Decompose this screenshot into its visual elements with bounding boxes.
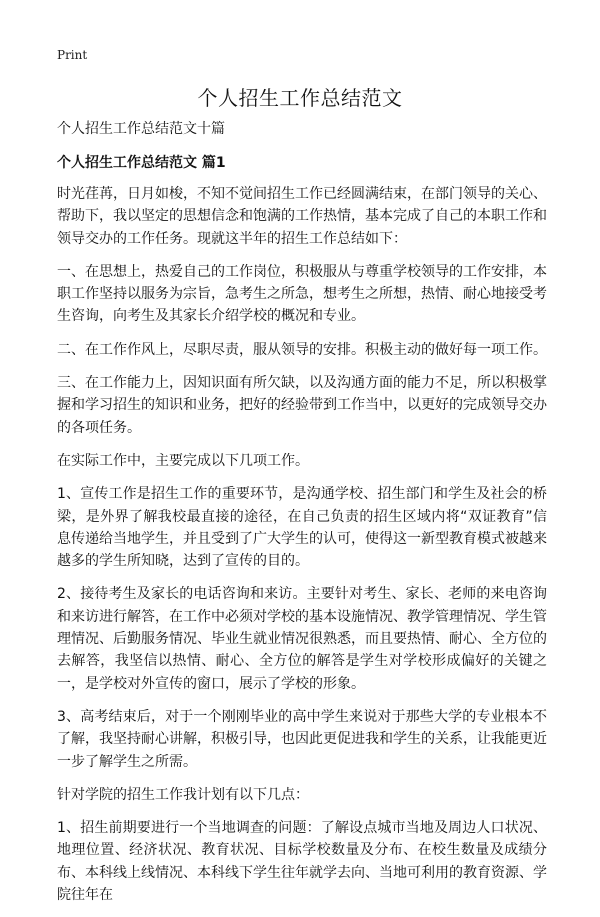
paragraph-plan-survey: 1、招生前期要进行一个当地调查的问题：了解设点城市当地及周边人口状况、地理位置、经济状况、教育状况、目标学校数量及分布、在校生数量及成绩分布、本科线上线情况、本科线下学生往年就学去向、当地可利用的教育资源、学院往年在	[57, 820, 547, 904]
document-body	[57, 118, 547, 917]
paragraph-thought: 一、在思想上，热爱自己的工作岗位，积极服从与尊重学校领导的工作安排，本职工作坚持以服务为宗旨，急考生之所急，想考生之所想，热情、耐心地接受考生咨询，向考生及其家长介绍学校的概况和专业。	[57, 263, 547, 325]
paragraph-after-exam: 3、高考结束后，对于一个刚刚毕业的高中学生来说对于那些大学的专业根本不了解，我坚持耐心讲解，积极引导，也因此更促进我和学生的关系，让我能更近一步了解学生之所需。	[57, 708, 547, 770]
paragraph-plan-intro: 针对学院的招生工作我计划有以下几点：	[57, 786, 309, 803]
document-title: 个人招生工作总结范文	[197, 86, 403, 110]
paragraph-consultation: 2、接待考生及家长的电话咨询和来访。主要针对考生、家长、老师的来电咨询和来访进行解答，在工作中必须对学校的基本设施情况、教学管理情况、学生管理情况、后勤服务情况、毕业生就业情况很熟悉，而且要热情、耐心、全方位的去解答，我坚信以热情、耐心、全方位的解答是学生对学校形成偏好的关键之一，是学校对外宣传的窗口，展示了学校的形象。	[57, 586, 547, 692]
document-subtitle: 个人招生工作总结范文十篇	[57, 121, 225, 137]
section-heading: 个人招生工作总结范文 篇1	[57, 155, 226, 171]
paragraph-publicity: 1、宣传工作是招生工作的重要环节，是沟通学校、招生部门和学生及社会的桥梁，是外界了解我校最直接的途径，在自己负责的招生区域内将“双证教育”信息传递给当地学生，并且受到了广大学生的认可，使得这一新型教育模式被越来越多的学生所知晓，达到了宣传的目的。	[57, 486, 547, 570]
paragraph-ability: 三、在工作能力上，因知识面有所欠缺，以及沟通方面的能力不足，所以积极掌握和学习招生的知识和业务，把好的经验带到工作当中，以更好的完成领导交办的各项任务。	[57, 375, 547, 436]
paragraph-work-style: 二、在工作作风上，尽职尽责，服从领导的安排。积极主动的做好每一项工作。	[57, 341, 547, 358]
paragraph-tasks-intro: 在实际工作中，主要完成以下几项工作。	[57, 452, 309, 469]
paragraph-intro: 时光荏苒，日月如梭，不知不觉间招生工作已经圆满结束，在部门领导的关心、帮助下，我以坚定的思想信念和饱满的工作热情，基本完成了自己的本职工作和领导交办的工作任务。现就这半年的招生工作总结如下：	[57, 186, 547, 247]
print-label: Print	[57, 48, 88, 62]
